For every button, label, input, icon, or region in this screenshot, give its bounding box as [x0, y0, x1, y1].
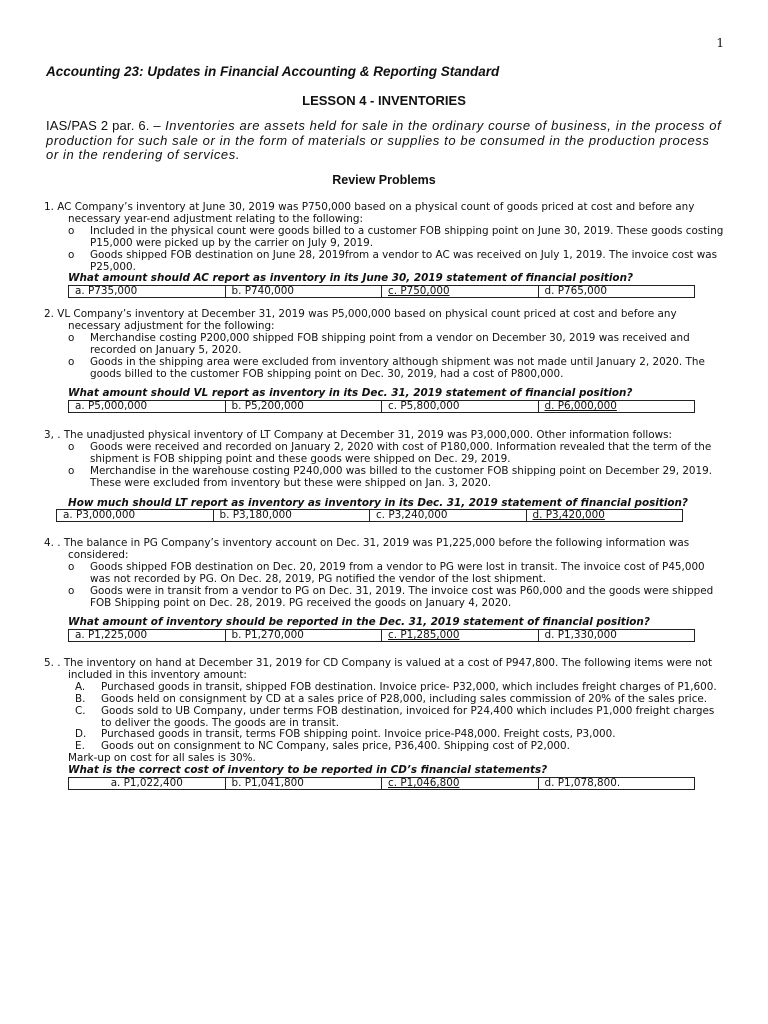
- choice-d[interactable]: d. P765,000: [538, 286, 695, 298]
- choice-a[interactable]: a. P3,000,000: [57, 510, 214, 522]
- bullet-item: [44, 250, 728, 274]
- bullet-item: [44, 442, 728, 466]
- definition-reference: IAS/PAS 2 par. 6. –: [46, 118, 161, 133]
- bullet-text: Merchandise costing P200,000 shipped FOB shipping point from a vendor on December 30, 2019 was received and recorded on January 5, 2020.: [90, 331, 690, 356]
- choices-table: [68, 777, 695, 790]
- choice-b[interactable]: b. P1,041,800: [225, 778, 382, 790]
- lettered-item: [44, 706, 728, 730]
- problem-number: 2.: [44, 308, 54, 320]
- bullet-text: Goods were received and recorded on January 2, 2020 with cost of P180,000. Information revealed that the term of the shipment is FOB shipping point and these goods were shipped on Dec. 29, 2019.: [90, 440, 712, 465]
- problem-stem-text: . The inventory on hand at December 31, 2019 for CD Company is valued at a cost of P947,800. The following items were not included in this inventory amount:: [57, 657, 713, 681]
- page-number: 1: [716, 36, 724, 50]
- choice-a[interactable]: a. P5,000,000: [69, 401, 226, 413]
- choice-b[interactable]: b. P5,200,000: [225, 401, 382, 413]
- choice-a[interactable]: a. P1,022,400: [69, 778, 226, 790]
- section-title: Review Problems: [332, 173, 436, 187]
- definition-paragraph: [46, 119, 726, 163]
- bullet-marker-icon: o: [68, 331, 75, 344]
- bullet-marker-icon: o: [68, 355, 75, 368]
- bullet-item: [44, 466, 728, 490]
- problem-4: [44, 538, 728, 642]
- bullet-text: Goods in the shipping area were excluded from inventory although shipment was not made until January 2, 2020. The goods billed to the customer FOB shipping point on Dec. 30, 2019, had a cost of P800,000.: [90, 355, 705, 380]
- bullet-item: [44, 357, 728, 381]
- bullet-text: Goods shipped FOB destination on Dec. 20, 2019 from a vendor to PG were lost in transit. The invoice cost of P45,000 was not recorded by PG. On Dec. 28, 2019, PG notified the vendor of the lost shipment.: [90, 560, 705, 585]
- problem-number: 4.: [44, 537, 54, 549]
- bullet-marker-icon: o: [68, 560, 75, 573]
- choice-c[interactable]: c. P1,285,000: [382, 630, 539, 642]
- item-letter: C.: [75, 704, 86, 717]
- choice-b[interactable]: b. P3,180,000: [213, 510, 370, 522]
- choice-c[interactable]: c. P5,800,000: [382, 401, 539, 413]
- bullet-text: Included in the physical count were goods billed to a customer FOB shipping point on June 30, 2019. These goods costing P15,000 were picked up by the carrier on July 9, 2019.: [90, 224, 724, 249]
- problem-number: 5.: [44, 657, 54, 669]
- bullet-item: [44, 333, 728, 357]
- problem-3: [44, 430, 728, 522]
- bullet-item: [44, 586, 728, 610]
- bullet-text: Goods shipped FOB destination on June 28, 2019from a vendor to AC was received on July 1, 2019. The invoice cost was P25,000.: [90, 248, 718, 273]
- choice-d[interactable]: d. P3,420,000: [526, 510, 683, 522]
- choice-b[interactable]: b. P740,000: [225, 286, 382, 298]
- bullet-item: [44, 562, 728, 586]
- problem-note: Mark-up on cost for all sales is 30%.: [68, 752, 256, 765]
- choice-c[interactable]: c. P3,240,000: [370, 510, 527, 522]
- bullet-marker-icon: o: [68, 584, 75, 597]
- problem-question: What amount should VL report as inventory in its Dec. 31, 2019 statement of financial position?: [68, 387, 633, 400]
- item-text: Goods held on consignment by CD at a sales price of P28,000, including sales commission of 20% of the sales price.: [101, 692, 708, 705]
- item-text: Goods sold to UB Company, under terms FOB destination, invoiced for P24,400 which includes P1,000 freight charges to deliver the goods. The goods are in transit.: [101, 704, 715, 729]
- bullet-marker-icon: o: [68, 464, 75, 477]
- bullet-item: [44, 226, 728, 250]
- problem-stem: [44, 202, 728, 226]
- problem-stem-text: . The balance in PG Company’s inventory account on Dec. 31, 2019 was P1,225,000 before the following information was considered:: [57, 537, 690, 561]
- problem-stem: [44, 658, 728, 682]
- problem-stem: [44, 309, 728, 333]
- item-letter: D.: [75, 728, 87, 741]
- item-text: Purchased goods in transit, shipped FOB destination. Invoice price- P32,000, which includes freight charges of P1,600.: [101, 680, 717, 693]
- bullet-text: Merchandise in the warehouse costing P240,000 was billed to the customer FOB shipping point on December 29, 2019. These were excluded from inventory but these were shipped on Jan. 3, 2020.: [90, 464, 713, 489]
- item-letter: B.: [75, 692, 86, 705]
- item-letter: A.: [75, 680, 86, 693]
- problem-question: What is the correct cost of inventory to be reported in CD’s financial statements?: [68, 764, 548, 777]
- course-title: Accounting 23: Updates in Financial Accounting & Reporting Standard: [46, 64, 500, 79]
- problem-2: [44, 309, 728, 413]
- lettered-item: [44, 741, 728, 753]
- item-letter: E.: [75, 740, 85, 753]
- problem-number: 1.: [44, 201, 54, 213]
- problem-question: How much should LT report as inventory as inventory in its Dec. 31, 2019 statement of financial position?: [68, 496, 688, 509]
- bullet-text: Goods were in transit from a vendor to PG on Dec. 31, 2019. The invoice cost was P60,000 and the goods were shipped FOB Shipping point on Dec. 28, 2019. PG received the goods on January 4, 2020.: [90, 584, 714, 609]
- problem-stem: [44, 538, 728, 562]
- problem-stem-text: VL Company’s inventory at December 31, 2019 was P5,000,000 based on physical count priced at cost and before any necessary adjustment for the following:: [57, 308, 677, 332]
- problem-stem-text: AC Company’s inventory at June 30, 2019 was P750,000 based on a physical count of goods priced at cost and before any necessary year-end adjustment relating to the following:: [57, 201, 695, 225]
- choice-a[interactable]: a. P735,000: [69, 286, 226, 298]
- choice-c[interactable]: c. P1,046,800: [382, 778, 539, 790]
- problem-stem-text: . The unadjusted physical inventory of LT Company at December 31, 2019 was P3,000,000. Other information follows:: [57, 429, 673, 441]
- bullet-marker-icon: o: [68, 440, 75, 453]
- choices-table: [56, 509, 683, 522]
- choice-d[interactable]: d. P1,078,800.: [538, 778, 695, 790]
- choice-b[interactable]: b. P1,270,000: [225, 630, 382, 642]
- item-text: Goods out on consignment to NC Company, sales price, P36,400. Shipping cost of P2,000.: [101, 740, 570, 753]
- choice-d[interactable]: d. P6,000,000: [538, 401, 695, 413]
- choices-table: [68, 285, 695, 298]
- lesson-title: LESSON 4 - INVENTORIES: [302, 93, 466, 108]
- choice-c[interactable]: c. P750,000: [382, 286, 539, 298]
- choice-d[interactable]: d. P1,330,000: [538, 630, 695, 642]
- choices-table: [68, 400, 695, 413]
- problem-5: [44, 658, 728, 790]
- choice-a[interactable]: a. P1,225,000: [69, 630, 226, 642]
- bullet-marker-icon: o: [68, 248, 75, 261]
- choices-table: [68, 629, 695, 642]
- definition-text: Inventories are assets held for sale in the ordinary course of business, in the process of production for such sale or in the form of materials or supplies to be consumed in the production process or in the rendering of services.: [46, 118, 722, 162]
- bullet-marker-icon: o: [68, 224, 75, 237]
- problem-question: What amount of inventory should be reported in the Dec. 31, 2019 statement of financial position?: [68, 616, 650, 629]
- problem-number: 3,: [44, 429, 54, 441]
- problem-question: What amount should AC report as inventory in its June 30, 2019 statement of financial position?: [68, 272, 633, 285]
- problem-1: [44, 202, 728, 298]
- item-text: Purchased goods in transit, terms FOB shipping point. Invoice price-P48,000. Freight costs, P3,000.: [101, 728, 616, 741]
